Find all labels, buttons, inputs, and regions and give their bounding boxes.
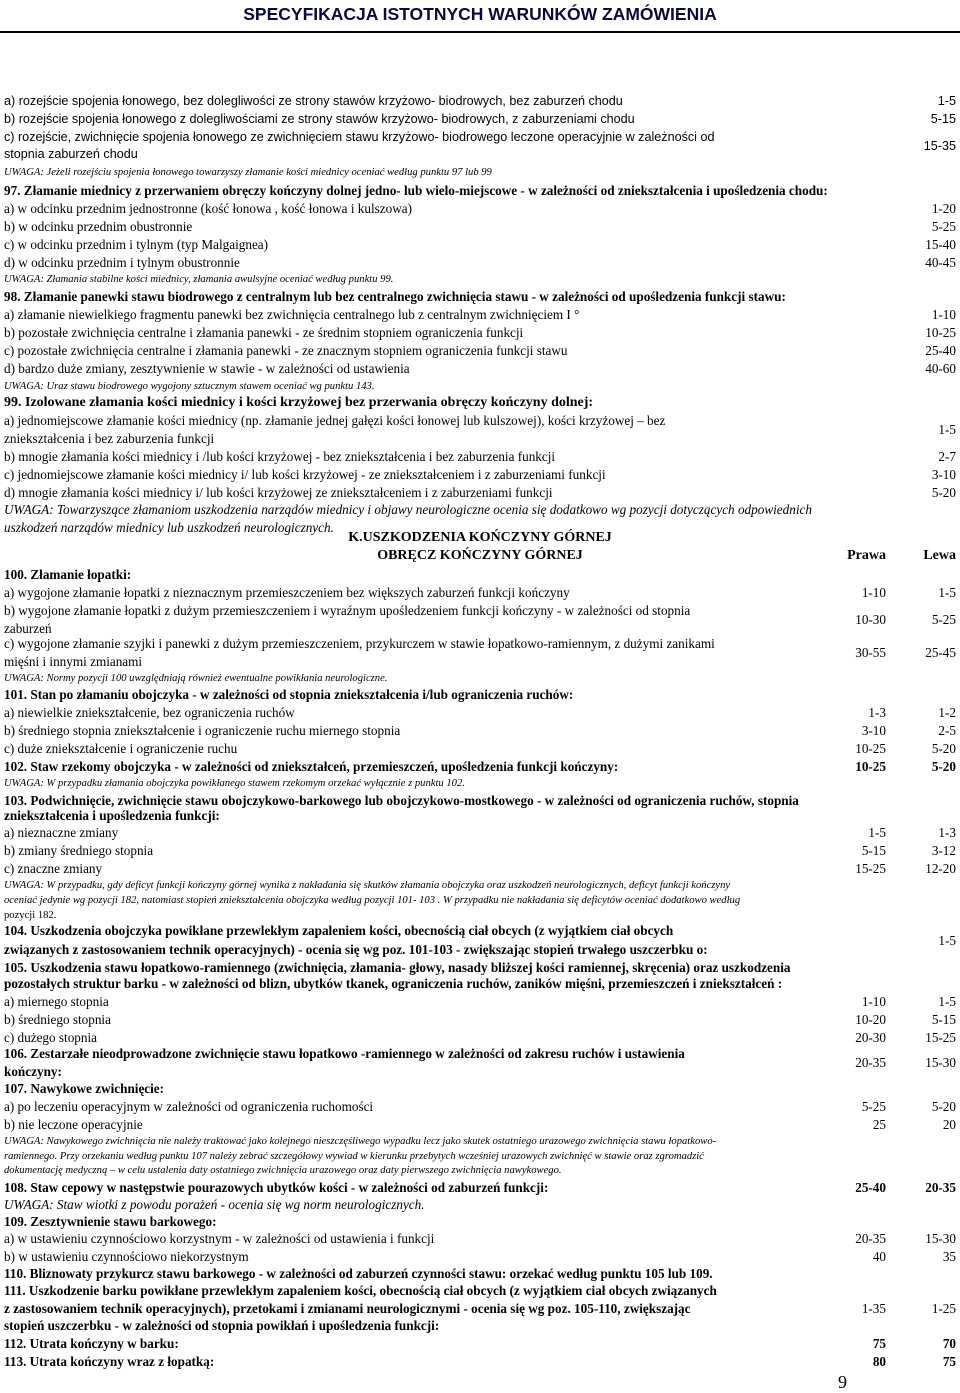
value-prawa: 1-35 [861, 1301, 886, 1316]
line-text: ramiennego. Przy orzekaniu według punktu 107 należy zebrać szczegółowy wywiad w kierunku przebytych wcześniej urazowych zwichnięć w stawie oraz zgromadzić [4, 1151, 704, 1162]
line-text: b) rozejście spojenia łonowego z dolegliwościami ze strony stawów krzyżowo- biodrowych, z zaburzeniami chodu [4, 112, 635, 126]
line-text: K.USZKODZENIA KOŃCZYNY GÓRNEJ [348, 530, 612, 545]
line-text: c) w odcinku przednim i tylnym (typ Malgaignea) [4, 237, 269, 252]
line-text: c) pozostałe zwichnięcia centralne i złamania panewki - ze znacznym stopniem ograniczenia funkcji stawu [4, 343, 568, 358]
line-text: d) bardzo duże zmiany, zesztywnienie w stawie - w zależności od ustawienia [4, 361, 410, 376]
line-text: 103. Podwichnięcie, zwichnięcie stawu obojczykowo-barkowego lub obojczykowo-mostkowego - w zależności od ograniczenia ruchów, stopnia [4, 793, 799, 808]
line-text: oceniać jedynie wg pozycji 182, natomiast stopień zniekształcenia obojczyka według pozycji 101- 103 . W przypadku nie nakładania się deficytów oceniać dodatkowo według [4, 895, 741, 906]
page-number: 9 [838, 1372, 847, 1392]
line-text: a) niewielkie zniekształcenie, bez ograniczenia ruchów [4, 705, 295, 720]
line-text: 100. Złamanie łopatki: [4, 567, 132, 582]
line-text: a) rozejście spojenia łonowego, bez dolegliwości ze strony stawów krzyżowo- biodrowych, bez zaburzeń chodu [4, 94, 623, 108]
line-text: 107. Nawykowe zwichnięcie: [4, 1081, 165, 1096]
value-lewa: 5-15 [931, 1012, 956, 1027]
line-text: UWAGA: Złamania stabilne kości miednicy, złamania awulsyjne oceniać według punktu 99. [4, 274, 394, 285]
line-text: 110. Bliznowaty przykurcz stawu barkowego - w zależności od zaburzeń czynności stawu: orzekać według punktu 105 lub 109. [4, 1266, 713, 1281]
line-text: 108. Staw cepowy w następstwie pourazowych ubytków kości - w zależności od zaburzeń funkcji: [4, 1180, 549, 1195]
value-prawa: 10-25 [855, 759, 886, 774]
value-lewa: 2-5 [938, 723, 956, 738]
line-text: 109. Zesztywnienie stawu barkowego: [4, 1214, 217, 1229]
line-text: kończyny: [4, 1064, 62, 1079]
line-text: a) złamanie niewielkiego fragmentu panewki bez zwichnięcia centralnego lub z centralnym zwichnięciem I ° [4, 307, 580, 322]
line-text: zaburzeń [4, 621, 52, 636]
line-text: 99. Izolowane złamania kości miednicy i kości krzyżowej bez przerwania obręczy kończyny dolnej: [4, 395, 594, 410]
value-prawa: 10-20 [855, 1012, 886, 1027]
line-text: pozycji 182. [4, 910, 57, 921]
value-percent: 15-40 [925, 237, 956, 252]
line-text: 101. Stan po złamaniu obojczyka - w zależności od stopnia zniekształcenia i/lub ograniczenia ruchów: [4, 687, 574, 702]
line-text: b) pozostałe zwichnięcia centralne i złamania panewki - ze średnim stopniem ograniczenia funkcji [4, 325, 524, 340]
line-text: c) rozejście, zwichnięcie spojenia łonowego ze zwichnięciem stawu krzyżowo- biodrowego leczone operacyjnie w zależności od [4, 130, 715, 144]
line-text: pozostałych struktur barku - w zależności od blizn, ubytków tkanek, ograniczenia ruchów, zaników mięśni, przemieszczeń i zniekształceń : [4, 976, 783, 991]
value-percent: 2-7 [938, 449, 956, 464]
document-line [0, 530, 960, 545]
line-text: a) nieznaczne zmiany [4, 825, 119, 840]
line-text: a) w odcinku przednim jednostronne (kość łonowa , kość łonowa i kulszowa) [4, 201, 412, 216]
value-prawa: 20-30 [855, 1030, 886, 1045]
value-percent: 15-35 [923, 139, 956, 153]
value-lewa: 1-25 [931, 1301, 956, 1316]
line-text: a) miernego stopnia [4, 994, 109, 1009]
value-lewa: 75 [942, 1354, 956, 1369]
value-percent: 5-20 [931, 485, 956, 500]
value-lewa: 1-3 [938, 825, 956, 840]
line-text: b) średniego stopnia [4, 1012, 111, 1027]
value-lewa: 20-35 [925, 1180, 956, 1195]
line-text: 112. Utrata kończyny w barku: [4, 1336, 179, 1351]
value-prawa: 1-10 [861, 994, 886, 1009]
value-percent: 5-25 [931, 219, 956, 234]
value-percent: 40-60 [925, 361, 956, 376]
line-text: 113. Utrata kończyny wraz z łopatką: [4, 1354, 215, 1369]
line-text: UWAGA: W przypadku złamania obojczyka powikłanego stawem rzekomym orzekać wyłącznie z punktu 102. [4, 778, 465, 789]
value-percent: 10-25 [925, 325, 956, 340]
value-prawa: 15-25 [855, 861, 886, 876]
value-percent: 5-15 [930, 112, 956, 126]
line-text: UWAGA: W przypadku, gdy deficyt funkcji kończyny górnej wynika z nakładania się skutków złamania obojczyka oraz uszkodzeń neurologicznych, deficyt funkcji kończyny [4, 880, 731, 891]
line-text: a) w ustawieniu czynnościowo korzystnym - w zależności od ustawienia i funkcji [4, 1231, 435, 1246]
value-percent: 1-10 [931, 307, 956, 322]
line-text: stopnia zaburzeń chodu [4, 147, 138, 161]
value-lewa: 35 [942, 1249, 956, 1264]
value-lewa: 70 [942, 1336, 956, 1351]
line-text: zniekształcenia i bez zaburzenia funkcji [4, 431, 215, 446]
value-prawa: 75 [872, 1336, 886, 1351]
line-text: c) duże zniekształcenie i ograniczenie ruchu [4, 741, 238, 756]
line-text: b) nie leczone operacyjnie [4, 1117, 143, 1132]
line-text: 104. Uszkodzenia obojczyka powikłane przewlekłym zapaleniem kości, obecnością ciał obcych (z wyjątkiem ciał obcych [4, 923, 674, 938]
line-text: zniekształcenia i upośledzenia funkcji: [4, 808, 220, 823]
line-text: mięśni i innymi zmianami [4, 654, 143, 669]
line-text: UWAGA: Jeżeli rozejściu spojenia łonowego towarzyszy złamanie kości miednicy oceniać według punktu 97 lub 99 [4, 167, 492, 178]
value-lewa: 3-12 [931, 843, 956, 858]
line-text: dokumentację medyczną – w celu ustalenia daty ostatniego zwichnięcia urazowego oraz daty pierwszego zwichnięcia nawykowego. [4, 1165, 562, 1176]
line-text: b) wygojone złamanie łopatki z dużym przemieszczeniem i wyraźnym upośledzeniem funkcji kończyny - w zależności od stopnia [4, 603, 691, 618]
value-percent: 40-45 [925, 255, 956, 270]
line-text: a) po leczeniu operacyjnym w zależności od ograniczenia ruchomości [4, 1099, 374, 1114]
value-lewa: 5-20 [931, 741, 956, 756]
line-text: OBRĘCZ KOŃCZYNY GÓRNEJ [377, 548, 583, 563]
value-lewa: 15-30 [925, 1231, 956, 1246]
value-percent: 3-10 [931, 467, 956, 482]
line-text: a) jednomiejscowe złamanie kości miednicy (np. złamanie jednej gałęzi kości łonowej lub kulszowej), kości krzyżowej – bez [4, 413, 666, 428]
value-prawa: 80 [872, 1354, 886, 1369]
value-prawa: 10-30 [855, 612, 886, 627]
line-text: 106. Zestarzałe nieodprowadzone zwichnięcie stawu łopatkowo -ramiennego w zależności od zakresu ruchów i ustawienia [4, 1046, 685, 1061]
line-text: z zastosowaniem technik operacyjnych), przetokami i zmianami neurologicznymi - ocenia się wg poz. 105-110, zwiększając [4, 1301, 691, 1316]
value-percent: 25-40 [925, 343, 956, 358]
line-text: c) jednomiejscowe złamanie kości miednicy i/ lub kości krzyżowej - ze zniekształceniem i z zaburzeniami funkcji [4, 467, 606, 482]
value-percent: 1-5 [937, 94, 956, 108]
value-prawa: 25-40 [855, 1180, 886, 1195]
line-text: UWAGA: Towarzyszące złamaniom uszkodzenia narządów miednicy i objawy neurologiczne ocenia się dodatkowo wg pozycji dotyczących odpowiednich [4, 502, 812, 517]
line-text: c) znaczne zmiany [4, 861, 103, 876]
line-text: d) w odcinku przednim i tylnym obustronnie [4, 255, 240, 270]
line-text: 98. Złamanie panewki stawu biodrowego z centralnym lub bez centralnego zwichnięcia stawu - w zależności od upośledzenia funkcji stawu: [4, 289, 786, 304]
document-line [0, 548, 960, 563]
value-prawa: 30-55 [855, 645, 886, 660]
page-header-title: SPECYFIKACJA ISTOTNYCH WARUNKÓW ZAMÓWIENIA [243, 4, 717, 24]
value-prawa: 40 [872, 1249, 886, 1264]
line-text: d) mnogie złamania kości miednicy i/ lub kości krzyżowej ze zniekształceniem i z zaburzeniami funkcji [4, 485, 553, 500]
value-lewa: 5-25 [931, 612, 956, 627]
line-text: b) w ustawieniu czynnościowo niekorzystnym [4, 1249, 249, 1264]
value-lewa: 1-2 [938, 705, 956, 720]
value-prawa: 5-15 [861, 843, 886, 858]
value-lewa: Lewa [923, 548, 956, 563]
line-text: UWAGA: Normy pozycji 100 uwzględniają również ewentualne powikłania neurologiczne. [4, 673, 388, 684]
value-prawa: 25 [872, 1117, 886, 1132]
line-text: UWAGA: Staw wiotki z powodu porażeń - ocenia się wg norm neurologicznych. [4, 1197, 425, 1212]
value-prawa: 1-10 [861, 585, 886, 600]
line-text: 111. Uszkodzenie barku powikłane przewlekłym zapaleniem kości, obecnością ciał obcych (z wyjątkiem ciał obcych związanych [4, 1283, 717, 1298]
value-prawa: 20-35 [855, 1231, 886, 1246]
value-lewa: 5-20 [931, 759, 956, 774]
line-text: 97. Złamanie miednicy z przerwaniem obręczy kończyny dolnej jedno- lub wielo-miejscowe - w zależności od zniekształcenia i upośledzenia chodu: [4, 183, 828, 198]
value-lewa: 1-5 [938, 585, 956, 600]
line-text: c) dużego stopnia [4, 1030, 98, 1045]
line-text: b) zmiany średniego stopnia [4, 843, 154, 858]
line-text: stopień uszczerbku - w zależności od stopnia powikłań i upośledzenia funkcji: [4, 1318, 440, 1333]
value-lewa: 5-20 [931, 1099, 956, 1114]
line-text: 102. Staw rzekomy obojczyka - w zależności od zniekształceń, przemieszczeń, upośledzenia funkcji kończyny: [4, 759, 619, 774]
value-percent: 1-5 [938, 422, 956, 437]
value-lewa: 15-25 [925, 1030, 956, 1045]
value-prawa: 1-5 [868, 825, 886, 840]
value-prawa: 10-25 [855, 741, 886, 756]
line-text: UWAGA: Nawykowego zwichnięcia nie należy traktować jako kolejnego nieszczęśliwego wypadku lecz jako skutek ostatniego urazowego zwichnięcia stawu łopatkowo- [4, 1136, 717, 1147]
value-prawa: 3-10 [861, 723, 886, 738]
line-text: c) wygojone złamanie szyjki i panewki z dużym przemieszczeniem, przykurczem w stawie łopatkowo-ramiennym, z dużymi zanikami [4, 636, 715, 651]
line-text: UWAGA: Uraz stawu biodrowego wygojony sztucznym stawem oceniać wg punktu 143. [4, 381, 375, 392]
line-text: b) w odcinku przednim obustronnie [4, 219, 193, 234]
value-lewa: 25-45 [925, 645, 956, 660]
line-text: b) średniego stopnia zniekształcenie i ograniczenie ruchu miernego stopnia [4, 723, 401, 738]
line-text: uszkodzeń narządów miednicy lub uszkodzeń neurologicznych. [4, 520, 334, 535]
value-lewa: 12-20 [925, 861, 956, 876]
value-prawa: 5-25 [861, 1099, 886, 1114]
header-rule [0, 31, 960, 33]
line-text: b) mnogie złamania kości miednicy i /lub kości krzyżowej - bez zniekształcenia i bez zaburzenia funkcji [4, 449, 556, 464]
value-prawa: Prawa [847, 548, 886, 563]
value-lewa: 15-30 [925, 1055, 956, 1070]
line-text: związanych z zastosowaniem technik operacyjnych) - ocenia się wg poz. 101-103 - zwiększając stopień trwałego uszczerbku o: [4, 942, 708, 957]
value-percent: 1-5 [938, 933, 956, 948]
line-text: a) wygojone złamanie łopatki z nieznacznym przemieszczeniem bez większych zaburzeń funkcji kończyny [4, 585, 570, 600]
value-lewa: 1-5 [938, 994, 956, 1009]
value-lewa: 20 [942, 1117, 956, 1132]
line-text: 105. Uszkodzenia stawu łopatkowo-ramiennego (zwichnięcia, złamania- głowy, nasady bliższej kości ramiennej, skręcenia) oraz uszkodzenia [4, 960, 791, 975]
value-percent: 1-20 [931, 201, 956, 216]
value-prawa: 20-35 [855, 1055, 886, 1070]
value-prawa: 1-3 [868, 705, 886, 720]
